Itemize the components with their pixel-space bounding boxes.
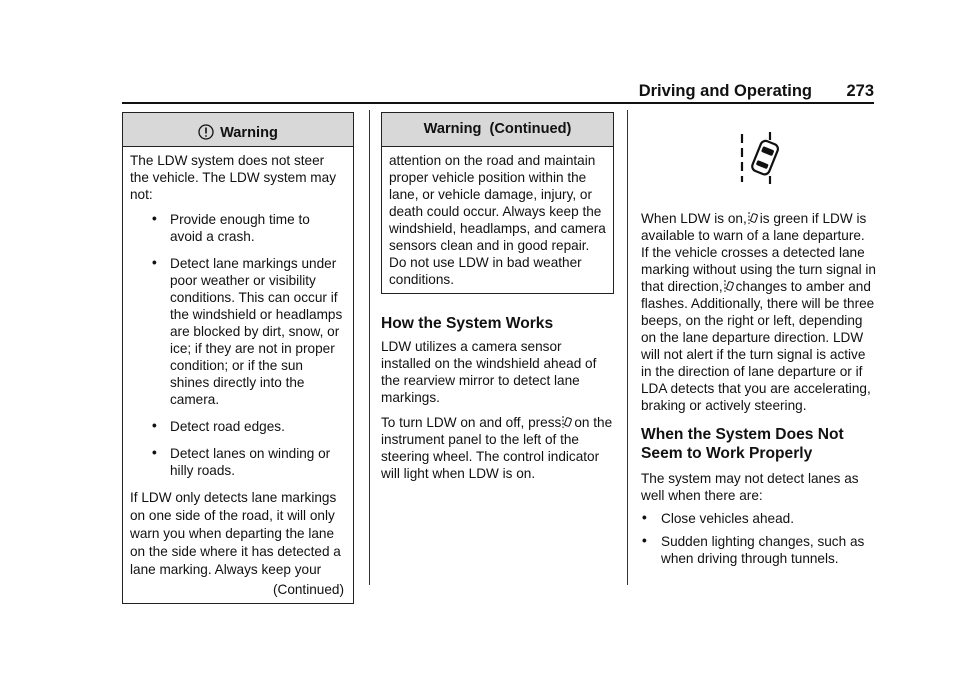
list-item: • Sudden lighting changes, such as when driving through tunnels. [642, 533, 865, 566]
paragraph: LDW utilizes a camera sensor installed on the windshield ahead of the rearview mirror to detect lane markings. [381, 339, 597, 405]
list-item: • Provide enough time to avoid a crash. [152, 211, 310, 244]
paragraph: The system may not detect lanes as well when there are: [641, 471, 859, 503]
page-header [122, 80, 874, 104]
warning-closing: If LDW only detects lane markings on one side of the road, it will only warn you when departing the lane on the side where it has detected a lane marking. Always keep your [130, 490, 341, 577]
section-title: Driving and Operating [638, 82, 812, 100]
continued-label: (Continued) [272, 582, 344, 597]
conditions-list [641, 510, 876, 567]
column-divider [627, 110, 628, 585]
warning-continued-box [381, 112, 614, 294]
right-column [641, 112, 876, 571]
list-item: • Detect lane markings under poor weather or visibility conditions. This can occur if the windshield or headlamps are blocked by dirt, snow, or ice; if they are not in proper condition; or if the sun shines directly into the camera. [152, 255, 343, 407]
middle-column [381, 112, 614, 482]
warning-box [122, 112, 354, 604]
page-number: 273 [846, 82, 874, 100]
warning-title: Warning [220, 125, 278, 141]
list-item: • Detect road edges. [152, 418, 285, 434]
section-heading: When the System Does Not Seem to Work Properly [641, 426, 844, 462]
lane-departure-indicator-icon [748, 211, 759, 225]
section-heading: How the System Works [381, 315, 554, 332]
warning-icon [198, 124, 214, 140]
lane-departure-icon [736, 130, 796, 186]
warning-bullets [130, 211, 346, 479]
warning-continued-body [382, 147, 613, 293]
paragraph: When LDW is on, is green if LDW is available to warn of a lane departure. If the vehicle crosses a detected lane marking without using the turn signal in that direction, changes to amber and flashes. Additionally, there will be three beeps, on the right or left, depending on the lane departure direction. LDW will not alert if the turn signal is active in the direction of lane departure or if LDA detects that you are accelerating, braking or actively steering. [641, 211, 876, 413]
left-column [122, 112, 354, 604]
warning-continued-header [382, 113, 613, 147]
list-item: • Close vehicles ahead. [642, 510, 794, 526]
warning-header [123, 113, 353, 147]
warning-intro: The LDW system does not steer the vehicle. The LDW system may not: [130, 153, 336, 202]
paragraph: To turn LDW on and off, press on the instrument panel to the left of the steering wheel. The control indicator will light when LDW is on. [381, 415, 613, 481]
column-divider [369, 110, 370, 585]
warning-body [123, 147, 353, 603]
warning-continued-title: Warning (Continued) [423, 121, 572, 137]
lane-departure-button-icon [562, 415, 573, 429]
lane-departure-indicator-icon [724, 279, 735, 293]
list-item: • Detect lanes on winding or hilly roads. [152, 445, 331, 478]
warning-continued-text: attention on the road and maintain proper vehicle position within the lane, or vehicle damage, injury, or death could occur. Always keep the windshield, headlamps, and camera sensors clean and in good repair. Do not use LDW in bad weather conditions. [389, 153, 606, 287]
